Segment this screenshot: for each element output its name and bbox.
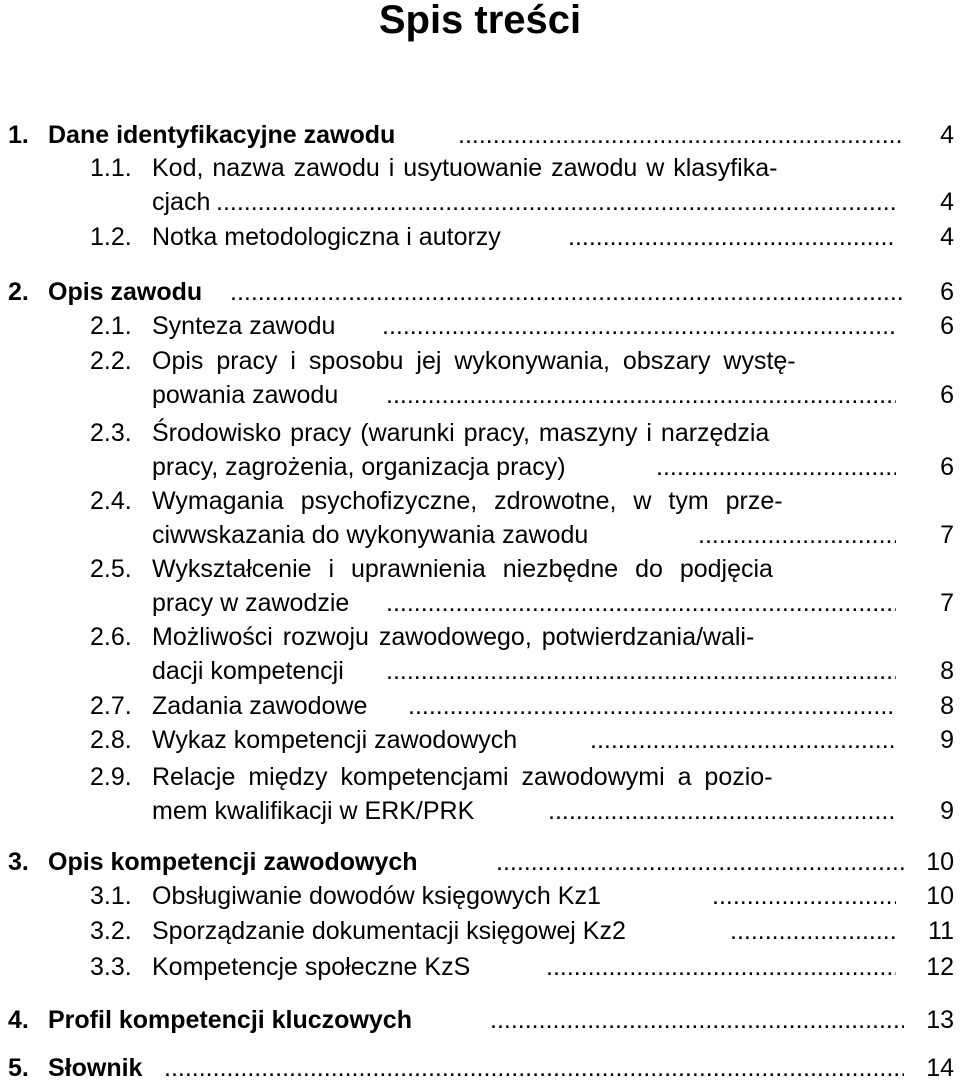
toc-entry-1-1[interactable] [90,151,960,185]
toc-entry-number: 2.8. [90,726,132,754]
toc-entry-title: Synteza zawodu [152,312,336,340]
toc-entry-1-2[interactable] [90,220,960,254]
toc-entry-title-continued: ciwwskazania do wykonywania zawodu [152,521,589,549]
toc-leader-dots [386,378,896,412]
toc-entry-page: 6 [940,381,954,409]
toc-entry-page: 14 [926,1054,954,1082]
toc-entry-number: 3. [8,848,29,876]
toc-entry-number: 3.3. [90,953,132,981]
toc-entry-page: 10 [926,882,954,910]
toc-leader-dots [230,275,904,309]
page-title: Spis treści [378,0,582,42]
toc-entry-3-1[interactable] [90,879,960,913]
toc-entry-page: 6 [940,453,954,481]
toc-entry-page: 4 [940,223,954,251]
toc-entry-number: 3.2. [90,917,132,945]
toc-entry-title: Kod, nazwa zawodu i usytuowanie zawodu w klasyfika- [152,154,778,182]
toc-entry-number: 2. [8,278,29,306]
toc-entry-title: Sporządzanie dokumentacji księgowej Kz2 [152,917,626,945]
toc-leader-dots [382,309,896,343]
toc-entry-title-continued: pracy, zagrożenia, organizacja pracy) [152,453,566,481]
toc-entry-number: 2.1. [90,312,132,340]
toc-entry-title: Zadania zawodowe [152,692,368,720]
toc-entry-title: Relacje między kompetencjami zawodowymi a pozio- [152,763,773,791]
toc-entry-2-3-cont[interactable] [90,450,960,484]
toc-leader-dots [698,518,896,552]
toc-entry-title: Opis zawodu [48,278,203,306]
toc-entry-title: Wykaz kompetencji zawodowych [152,726,518,754]
toc-entry-title: Obsługiwanie dowodów księgowych Kz1 [152,882,601,910]
toc-entry-2-7[interactable] [90,689,960,723]
toc-leader-dots [386,586,896,620]
toc-leader-dots [164,1051,904,1085]
toc-entry-5[interactable] [8,1051,960,1085]
toc-leader-dots [458,118,904,152]
toc-entry-number: 2.9. [90,763,132,791]
toc-entry-page: 4 [940,188,954,216]
toc-entry-2-5-cont[interactable] [90,586,960,620]
toc-entry-title-continued: cjach [152,188,211,216]
toc-entry-number: 1. [8,121,29,149]
toc-entry-title: Środowisko pracy (warunki pracy, maszyny i narzędzia [152,419,770,447]
toc-entry-number: 2.4. [90,487,132,515]
toc-entry-page: 8 [940,657,954,685]
toc-entry-title: Wymagania psychofizyczne, zdrowotne, w tym prze- [152,487,783,515]
toc-leader-dots [386,654,896,688]
toc-entry-title: Profil kompetencji kluczowych [48,1006,412,1034]
toc-entry-3[interactable] [8,845,960,879]
toc-entry-number: 2.2. [90,347,132,375]
toc-entry-title-continued: powania zawodu [152,381,339,409]
toc-leader-dots [546,950,896,984]
toc-entry-2-2[interactable] [90,344,960,378]
toc-leader-dots [496,845,904,879]
toc-leader-dots [568,220,896,254]
toc-entry-3-2[interactable] [90,914,960,948]
toc-entry-title: Możliwości rozwoju zawodowego, potwierdzania/wali- [152,623,755,651]
toc-entry-title: Kompetencje społeczne KzS [152,953,471,981]
toc-entry-number: 2.3. [90,419,132,447]
toc-entry-title-continued: mem kwalifikacji w ERK/PRK [152,797,475,825]
toc-entry-2-4[interactable] [90,484,960,518]
toc-entry-2-9[interactable] [90,760,960,794]
toc-entry-page: 10 [926,848,954,876]
toc-entry-page: 7 [940,521,954,549]
toc-entry-page: 9 [940,726,954,754]
toc-entry-2-1[interactable] [90,309,960,343]
toc-entry-number: 2.5. [90,555,132,583]
toc-entry-page: 6 [940,312,954,340]
toc-entry-2-8[interactable] [90,723,960,757]
toc-entry-number: 4. [8,1006,29,1034]
toc-leader-dots [490,1003,904,1037]
toc-leader-dots [408,689,896,723]
toc-entry-2-6[interactable] [90,620,960,654]
toc-entry-number: 3.1. [90,882,132,910]
toc-leader-dots [656,450,896,484]
toc-entry-4[interactable] [8,1003,960,1037]
toc-entry-2[interactable] [8,275,960,309]
toc-entry-1[interactable] [8,118,960,152]
toc-entry-number: 1.2. [90,223,132,251]
toc-entry-title: Dane identyfikacyjne zawodu [48,121,396,149]
toc-entry-page: 12 [926,953,954,981]
toc-entry-2-6-cont[interactable] [90,654,960,688]
toc-entry-page: 13 [926,1006,954,1034]
toc-entry-2-4-cont[interactable] [90,518,960,552]
toc-entry-3-3[interactable] [90,950,960,984]
toc-entry-number: 5. [8,1054,29,1082]
toc-entry-page: 4 [940,121,954,149]
toc-entry-page: 9 [940,797,954,825]
toc-entry-2-9-cont[interactable] [90,794,960,828]
toc-entry-title: Słownik [48,1054,143,1082]
toc-entry-title: Notka metodologiczna i autorzy [152,223,501,251]
toc-entry-title: Wykształcenie i uprawnienia niezbędne do podjęcia [152,555,773,583]
toc-entry-title: Opis pracy i sposobu jej wykonywania, obszary wystę- [152,347,796,375]
toc-entry-page: 6 [940,278,954,306]
toc-entry-page: 11 [928,917,954,945]
toc-leader-dots [216,185,896,219]
toc-leader-dots [712,879,896,913]
toc-entry-2-3[interactable] [90,416,960,450]
toc-leader-dots [548,794,896,828]
toc-entry-2-2-cont[interactable] [90,378,960,412]
toc-entry-title-continued: pracy w zawodzie [152,589,350,617]
toc-leader-dots [590,723,896,757]
toc-entry-number: 2.7. [90,692,132,720]
toc-entry-title: Opis kompetencji zawodowych [48,848,418,876]
toc-entry-page: 7 [940,589,954,617]
toc-entry-2-5[interactable] [90,552,960,586]
toc-entry-page: 8 [940,692,954,720]
toc-entry-number: 2.6. [90,623,132,651]
toc-entry-title-continued: dacji kompetencji [152,657,344,685]
toc-entry-1-1-cont[interactable] [90,185,960,219]
toc-entry-number: 1.1. [90,154,132,182]
